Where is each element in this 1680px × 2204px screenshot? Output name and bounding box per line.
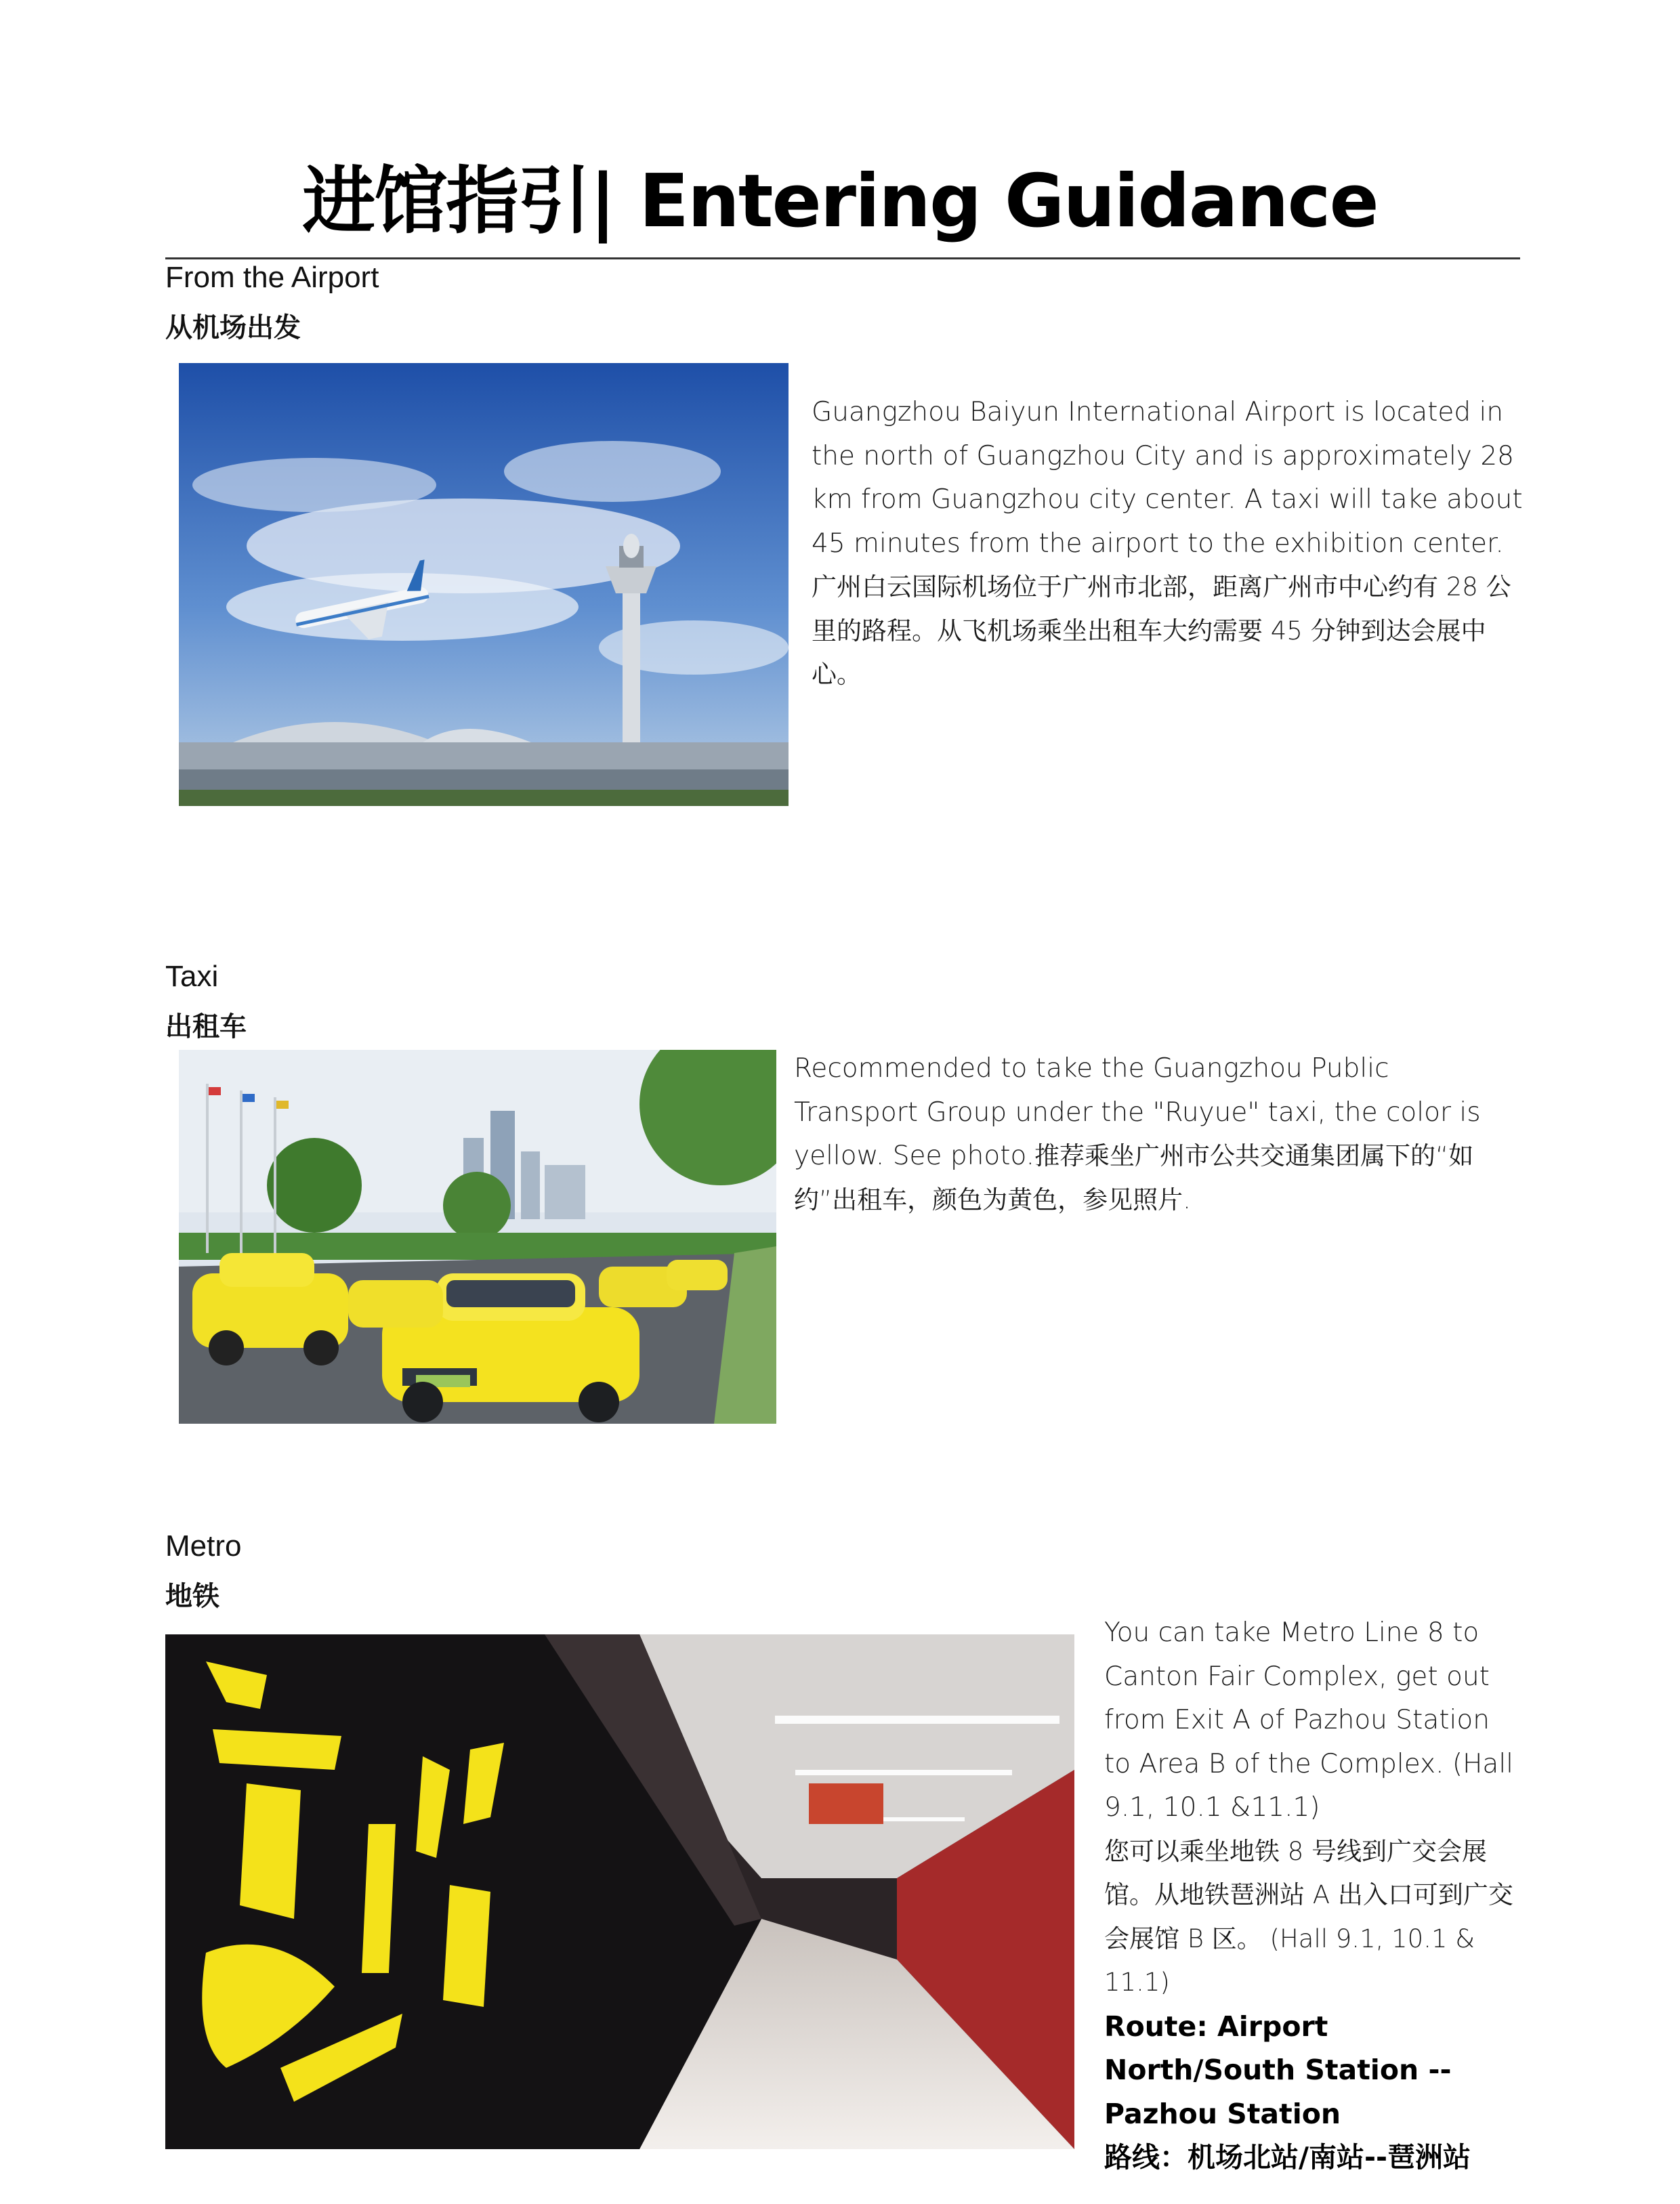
airport-heading-en: From the Airport <box>165 261 379 294</box>
title-divider <box>165 257 1520 259</box>
metro-route-en: Route: Airport North/South Station -- Pazhou Station <box>1104 2010 1452 2130</box>
metro-heading-zh: 地铁 <box>165 1581 219 1612</box>
airport-tower-plane-photo <box>179 363 789 806</box>
airport-description <box>812 391 1523 697</box>
metro-text-en: You can take Metro Line 8 to Canton Fair Complex, get out from Exit A of Pazhou Station to Area B of the Complex. (Hall 9.1, 10.1 &11.1) <box>1104 1617 1513 1823</box>
taxi-description <box>794 1047 1512 1222</box>
airport-photo <box>179 363 789 806</box>
airport-heading-zh: 从机场出发 <box>165 312 301 343</box>
taxi-heading-en: Taxi <box>165 960 219 993</box>
page-title: 进馆指引| Entering Guidance <box>302 159 1378 244</box>
metro-route-zh: 路线：机场北站/南站--琶洲站 <box>1104 2141 1471 2174</box>
taxi-text-zh: 推荐乘坐广州市公共交通集团属下的“如约”出租车，颜色为黄色，参见照片. <box>794 1141 1474 1214</box>
metro-text-zh: 您可以乘坐地铁 8 号线到广交会展馆。从地铁琶洲站 A 出入口可到广交会展馆 B 区。 (Hall 9.1, 10.1 & 11.1) <box>1104 1836 1513 1997</box>
metro-description <box>1104 1611 1524 2180</box>
taxi-heading-zh: 出租车 <box>165 1011 247 1042</box>
taxi-photo <box>179 1050 776 1424</box>
yellow-taxi-photo <box>179 1050 776 1424</box>
airport-text-zh: 广州白云国际机场位于广州市北部，距离广州市中心约有 28 公里的路程。从飞机场乘坐出租车大约需要 45 分钟到达会展中心。 <box>812 572 1511 689</box>
taxi-text-en: Recommended to take the Guangzhou Public Transport Group under the "Ruyue" taxi, the color is yellow. See photo. <box>794 1053 1481 1171</box>
metro-photo <box>165 1634 1074 2149</box>
airport-text-en: Guangzhou Baiyun International Airport is located in the north of Guangzhou City and is approximately 28 km from Guangzhou city center. A taxi will take about 45 minutes from the airport to the exhibition center. <box>812 397 1523 559</box>
metro-heading-en: Metro <box>165 1529 242 1563</box>
metro-station-photo <box>165 1634 1074 2149</box>
